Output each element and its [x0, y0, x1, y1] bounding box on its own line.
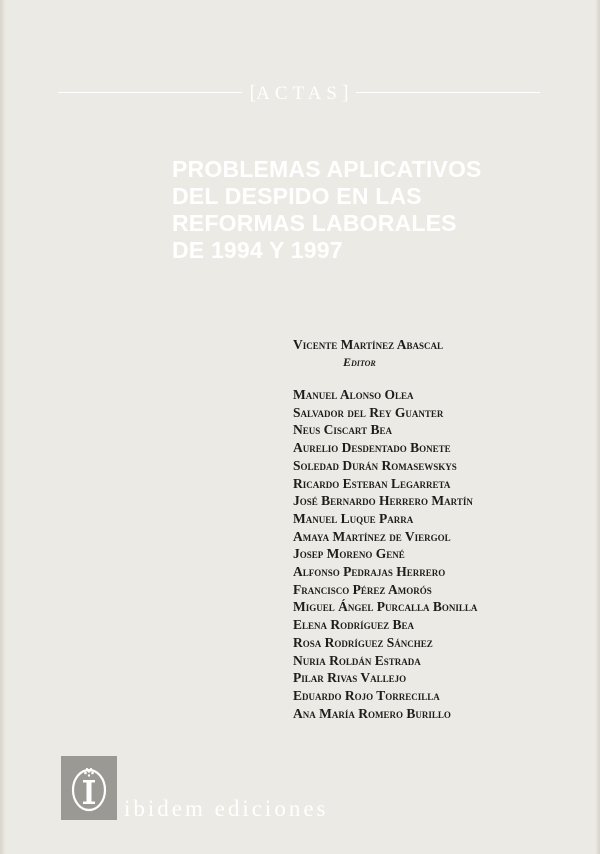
book-title: [172, 156, 572, 264]
series-name: ACTAS: [256, 83, 342, 104]
author-name: Ricardo Esteban Legarreta: [293, 475, 451, 491]
author-name: José Bernardo Herrero Martín: [293, 493, 473, 509]
author-name: Josep Moreno Gené: [293, 546, 405, 562]
series-rule-left: [58, 92, 242, 93]
author-name: Alfonso Pedrajas Herrero: [293, 564, 446, 580]
editor-role: Editor: [343, 355, 376, 369]
series-rule-right: [356, 92, 540, 93]
author-name: Amaya Martínez de Viergol: [293, 528, 451, 544]
publisher-name: ibidem ediciones: [124, 796, 329, 821]
author-name: Neus Ciscart Bea: [293, 422, 392, 438]
publisher-monogram-icon: [61, 756, 117, 820]
author-name: Rosa Rodríguez Sánchez: [293, 634, 433, 650]
author-name: Manuel Luque Parra: [293, 510, 414, 526]
author-name: Nuria Roldán Estrada: [293, 652, 421, 668]
author-name: Soledad Durán Romasewskys: [293, 457, 457, 473]
cover-right-edge: [595, 0, 600, 854]
cover-left-edge: [0, 0, 6, 854]
author-name: Eduardo Rojo Torrecilla: [293, 687, 440, 703]
title-line: REFORMAS LABORALES: [172, 210, 457, 236]
author-list: [293, 386, 593, 722]
author-name: Francisco Pérez Amorós: [293, 581, 432, 597]
author-name: Manuel Alonso Olea: [293, 387, 414, 402]
publisher-logo: [61, 756, 117, 820]
series-bracket-right: ]: [341, 82, 349, 104]
author-name: Elena Rodríguez Bea: [293, 617, 415, 633]
contributors: [293, 336, 593, 722]
series-bracket-left: [: [249, 82, 257, 104]
author-name: Salvador del Rey Guanter: [293, 404, 444, 420]
author-name: Miguel Ángel Purcalla Bonilla: [293, 599, 478, 615]
title-line: PROBLEMAS APLICATIVOS: [172, 156, 482, 182]
author-name: Aurelio Desdentado Bonete: [293, 440, 451, 456]
title-line: DE 1994 Y 1997: [172, 237, 343, 263]
series-label: [240, 80, 358, 106]
title-line: DEL DESPIDO EN LAS: [172, 183, 422, 209]
author-name: Pilar Rivas Vallejo: [293, 670, 407, 686]
author-name: Ana María Romero Burillo: [293, 705, 451, 721]
editor-name: Vicente Martínez Abascal: [293, 337, 443, 352]
